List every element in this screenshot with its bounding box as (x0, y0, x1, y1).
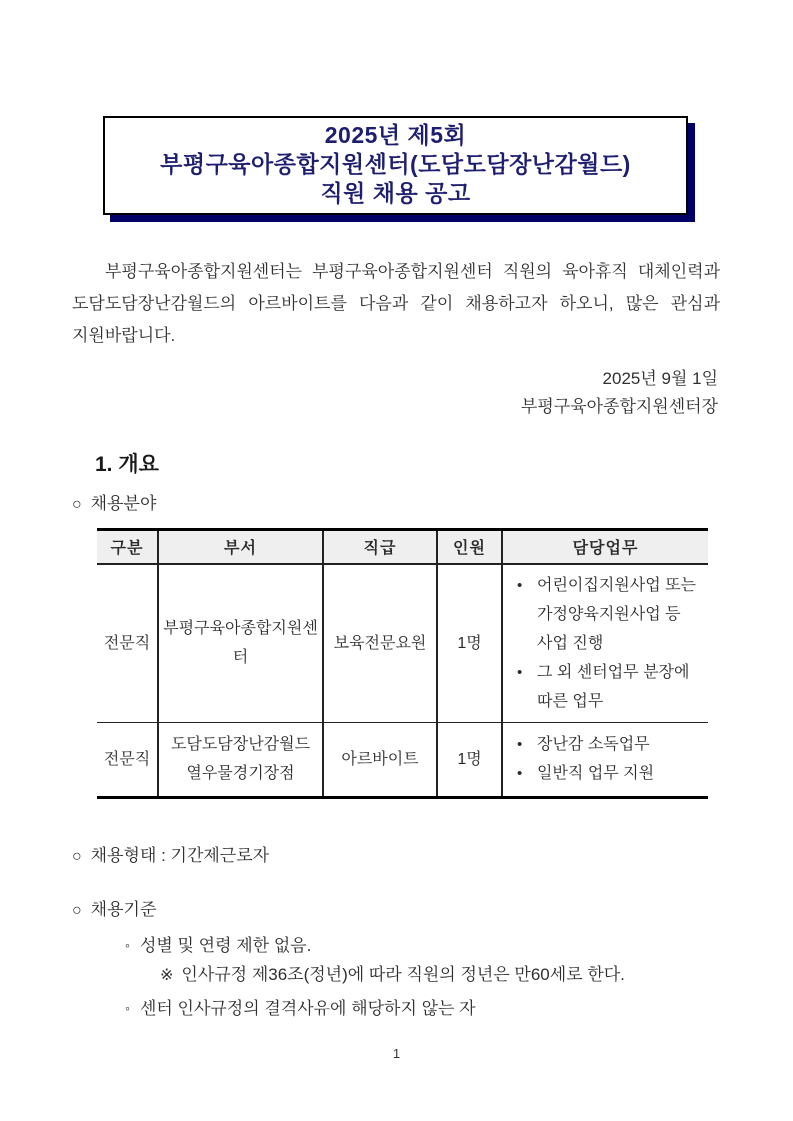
reference-mark-icon: ※ (160, 966, 174, 984)
criteria-item-text: 센터 인사규정의 결격사유에 해당하지 않는 자 (139, 998, 476, 1018)
signature: 부평구육아종합지원센터장 (520, 397, 718, 416)
cell-duties (502, 564, 708, 723)
recruit-field-line (72, 491, 720, 518)
section-heading-overview: 1. 개요 (95, 453, 159, 476)
duty-item: • 장난감 소독업무 (509, 730, 706, 759)
header-duties: 담당업무 (502, 530, 708, 564)
duty-item: • 그 외 센터업무 분장에 따른 업무 (509, 658, 706, 716)
title-line-3: 직원 채용 공고 (320, 180, 471, 206)
table-header-row (97, 530, 708, 564)
employment-type-label: 채용형태 : 기간제근로자 (90, 845, 270, 865)
criteria-note-text: 인사규정 제36조(정년)에 따라 직원의 정년은 만60세로 한다. (181, 964, 625, 984)
criteria-note-retirement (160, 960, 720, 990)
title-line-1: 2025년 제5회 (324, 122, 467, 148)
recruit-table (97, 528, 708, 799)
header-position: 직급 (323, 530, 437, 564)
duties-list (509, 730, 706, 788)
open-circle-bullet-icon: ◦ (125, 936, 130, 953)
cell-position: 아르바이트 (323, 722, 437, 797)
open-circle-bullet-icon: ◦ (125, 999, 130, 1016)
criteria-label: 채용기준 (90, 899, 157, 919)
recruit-field-label: 채용분야 (90, 494, 157, 513)
header-department: 부서 (158, 530, 323, 564)
cell-position: 보육전문요원 (323, 564, 437, 723)
circle-bullet-icon: ○ (72, 901, 82, 919)
page-number: 1 (392, 1046, 401, 1061)
circle-bullet-icon: ○ (72, 496, 82, 513)
criteria-item-text: 성별 및 연령 제한 없음. (139, 935, 312, 955)
duty-item: • 일반직 업무 지원 (509, 759, 706, 788)
table-row (97, 722, 708, 797)
title-box (103, 116, 688, 215)
intro-paragraph: 부평구육아종합지원센터는 부평구육아종합지원센터 직원의 육아휴직 대체인력과 도담도담장난감월드의 아르바이트를 다음과 같이 채용하고자 하오니, 많은 관심과 지원바랍니다. (72, 262, 720, 345)
cell-category: 전문직 (103, 750, 151, 768)
circle-bullet-icon: ○ (72, 847, 82, 865)
criteria-line (72, 897, 720, 924)
cell-department: 도담도담장난감월드 열우물경기장점 (158, 722, 323, 797)
title-line-2: 부평구육아종합지원센터(도담도담장난감월드) (160, 151, 631, 177)
table-row (97, 564, 708, 723)
cell-count: 1명 (437, 564, 502, 723)
date-block (72, 365, 720, 421)
cell-duties (502, 722, 708, 797)
header-category: 구분 (97, 530, 158, 564)
header-count: 인원 (437, 530, 502, 564)
criteria-item-disqualification (125, 994, 720, 1023)
duty-item: • 어린이집지원사업 또는 가정양육지원사업 등 사업 진행 (509, 571, 706, 658)
announcement-date: 2025년 9월 1일 (602, 369, 718, 388)
duties-list (509, 571, 706, 716)
cell-category: 전문직 (97, 564, 158, 723)
employment-type-line (72, 843, 720, 870)
cell-department: 부평구육아종합지원센터 (158, 564, 323, 723)
criteria-item-gender-age (125, 931, 720, 960)
cell-count: 1명 (437, 722, 502, 797)
